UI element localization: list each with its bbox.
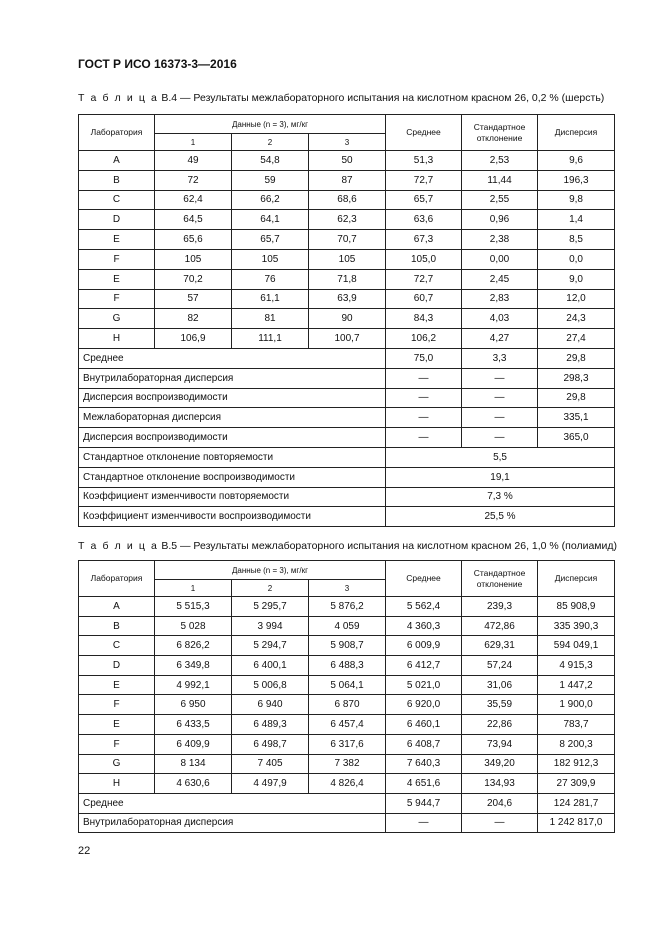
data-3-cell: 5 064,1 [309,675,386,695]
header-data-1: 1 [155,134,232,151]
data-1-cell: 57 [155,289,232,309]
summary-label: Среднее [79,348,386,368]
data-3-cell: 90 [309,309,386,329]
table-row [79,715,615,735]
data-3-cell: 71,8 [309,269,386,289]
std-dev-cell: 134,93 [462,774,538,794]
summary-variance-cell: 29,8 [538,388,615,408]
header-data-2: 2 [232,134,309,151]
header-mean: Среднее [386,115,462,151]
std-dev-cell: 2,83 [462,289,538,309]
std-dev-cell: 2,55 [462,190,538,210]
data-1-cell: 82 [155,309,232,329]
table-row [79,734,615,754]
std-dev-cell: 22,86 [462,715,538,735]
lab-cell: E [79,715,155,735]
mean-cell: 7 640,3 [386,754,462,774]
lab-cell: G [79,309,155,329]
data-2-cell: 4 497,9 [232,774,309,794]
variance-cell: 85 908,9 [538,597,615,617]
data-3-cell: 105 [309,249,386,269]
total-row [79,507,615,527]
data-1-cell: 64,5 [155,210,232,230]
table-row [79,774,615,794]
caption-text: В.5 — Результаты межлабораторного испытания на кислотном красном 26, 1,0 % (полиамид) [158,540,618,552]
data-2-cell: 6 489,3 [232,715,309,735]
table-row [79,695,615,715]
summary-std-dev-cell: — [462,368,538,388]
data-3-cell: 50 [309,151,386,171]
data-3-cell: 100,7 [309,329,386,349]
std-dev-cell: 35,59 [462,695,538,715]
summary-mean-cell: 75,0 [386,348,462,368]
data-3-cell: 7 382 [309,754,386,774]
total-row [79,467,615,487]
data-1-cell: 4 630,6 [155,774,232,794]
mean-cell: 4 360,3 [386,616,462,636]
summary-variance-cell: 124 281,7 [538,793,615,813]
data-1-cell: 49 [155,151,232,171]
table-row [79,675,615,695]
table-row [79,190,615,210]
data-2-cell: 76 [232,269,309,289]
header-data: Данные (n = 3), мг/кг [155,115,386,134]
header-std-dev: Стандартное отклонение [462,115,538,151]
std-dev-cell: 4,27 [462,329,538,349]
table-b4 [78,114,615,527]
data-3-cell: 70,7 [309,230,386,250]
summary-std-dev-cell: 3,3 [462,348,538,368]
data-2-cell: 5 295,7 [232,597,309,617]
mean-cell: 6 009,9 [386,636,462,656]
data-2-cell: 59 [232,170,309,190]
table-row [79,230,615,250]
header-laboratory: Лаборатория [79,561,155,597]
summary-row [79,793,615,813]
table-row [79,249,615,269]
variance-cell: 9,8 [538,190,615,210]
summary-variance-cell: 335,1 [538,408,615,428]
variance-cell: 4 915,3 [538,656,615,676]
std-dev-cell: 2,45 [462,269,538,289]
lab-cell: C [79,190,155,210]
variance-cell: 12,0 [538,289,615,309]
data-2-cell: 5 006,8 [232,675,309,695]
variance-cell: 594 049,1 [538,636,615,656]
total-row [79,487,615,507]
lab-cell: D [79,656,155,676]
mean-cell: 6 412,7 [386,656,462,676]
variance-cell: 8,5 [538,230,615,250]
mean-cell: 5 562,4 [386,597,462,617]
variance-cell: 783,7 [538,715,615,735]
mean-cell: 63,6 [386,210,462,230]
mean-cell: 5 021,0 [386,675,462,695]
header-data: Данные (n = 3), мг/кг [155,561,386,580]
lab-cell: F [79,734,155,754]
data-3-cell: 5 908,7 [309,636,386,656]
total-value-cell: 25,5 % [386,507,615,527]
data-1-cell: 62,4 [155,190,232,210]
summary-variance-cell: 1 242 817,0 [538,813,615,833]
data-1-cell: 8 134 [155,754,232,774]
mean-cell: 67,3 [386,230,462,250]
table-row [79,151,615,171]
std-dev-cell: 239,3 [462,597,538,617]
lab-cell: F [79,695,155,715]
total-value-cell: 19,1 [386,467,615,487]
lab-cell: B [79,170,155,190]
table-row [79,309,615,329]
lab-cell: G [79,754,155,774]
mean-cell: 65,7 [386,190,462,210]
variance-cell: 27 309,9 [538,774,615,794]
summary-std-dev-cell: — [462,428,538,448]
summary-std-dev-cell: — [462,813,538,833]
mean-cell: 84,3 [386,309,462,329]
summary-row [79,408,615,428]
summary-variance-cell: 365,0 [538,428,615,448]
total-label: Коэффициент изменчивости воспроизводимости [79,507,386,527]
std-dev-cell: 629,31 [462,636,538,656]
header-data-3: 3 [309,580,386,597]
variance-cell: 1 447,2 [538,675,615,695]
data-1-cell: 4 992,1 [155,675,232,695]
variance-cell: 335 390,3 [538,616,615,636]
std-dev-cell: 0,96 [462,210,538,230]
header-mean: Среднее [386,561,462,597]
summary-row [79,388,615,408]
lab-cell: B [79,616,155,636]
mean-cell: 105,0 [386,249,462,269]
variance-cell: 1,4 [538,210,615,230]
header-data-3: 3 [309,134,386,151]
mean-cell: 106,2 [386,329,462,349]
mean-cell: 4 651,6 [386,774,462,794]
lab-cell: E [79,269,155,289]
variance-cell: 182 912,3 [538,754,615,774]
lab-cell: C [79,636,155,656]
summary-label: Межлабораторная дисперсия [79,408,386,428]
data-3-cell: 63,9 [309,289,386,309]
header-laboratory: Лаборатория [79,115,155,151]
data-2-cell: 7 405 [232,754,309,774]
summary-mean-cell: — [386,813,462,833]
std-dev-cell: 31,06 [462,675,538,695]
std-dev-cell: 2,53 [462,151,538,171]
lab-cell: A [79,597,155,617]
data-2-cell: 6 400,1 [232,656,309,676]
summary-row [79,428,615,448]
variance-cell: 9,6 [538,151,615,171]
mean-cell: 51,3 [386,151,462,171]
data-3-cell: 68,6 [309,190,386,210]
summary-row [79,348,615,368]
data-1-cell: 6 826,2 [155,636,232,656]
total-value-cell: 7,3 % [386,487,615,507]
data-1-cell: 106,9 [155,329,232,349]
data-2-cell: 61,1 [232,289,309,309]
header-data-2: 2 [232,580,309,597]
summary-row [79,813,615,833]
data-2-cell: 105 [232,249,309,269]
summary-std-dev-cell: — [462,388,538,408]
table-row [79,170,615,190]
summary-label: Дисперсия воспроизводимости [79,428,386,448]
std-dev-cell: 73,94 [462,734,538,754]
data-3-cell: 6 317,6 [309,734,386,754]
variance-cell: 196,3 [538,170,615,190]
header-variance: Дисперсия [538,561,615,597]
data-3-cell: 4 826,4 [309,774,386,794]
data-1-cell: 5 028 [155,616,232,636]
table-row [79,616,615,636]
summary-mean-cell: — [386,428,462,448]
table-row [79,597,615,617]
std-dev-cell: 2,38 [462,230,538,250]
caption-text: В.4 — Результаты межлабораторного испытания на кислотном красном 26, 0,2 % (шерсть) [158,92,605,104]
page-number: 22 [78,845,91,857]
data-2-cell: 81 [232,309,309,329]
header-std-dev: Стандартное отклонение [462,561,538,597]
total-label: Коэффициент изменчивости повторяемости [79,487,386,507]
lab-cell: E [79,230,155,250]
mean-cell: 72,7 [386,170,462,190]
lab-cell: F [79,249,155,269]
table-row [79,210,615,230]
data-2-cell: 6 498,7 [232,734,309,754]
data-3-cell: 6 488,3 [309,656,386,676]
summary-variance-cell: 298,3 [538,368,615,388]
data-2-cell: 3 994 [232,616,309,636]
total-label: Стандартное отклонение воспроизводимости [79,467,386,487]
data-2-cell: 65,7 [232,230,309,250]
header-data-1: 1 [155,580,232,597]
summary-std-dev-cell: — [462,408,538,428]
total-value-cell: 5,5 [386,447,615,467]
table-row [79,329,615,349]
table-row [79,754,615,774]
data-2-cell: 5 294,7 [232,636,309,656]
table-row [79,636,615,656]
summary-label: Дисперсия воспроизводимости [79,388,386,408]
summary-std-dev-cell: 204,6 [462,793,538,813]
summary-label: Внутрилабораторная дисперсия [79,368,386,388]
data-1-cell: 6 409,9 [155,734,232,754]
data-2-cell: 6 940 [232,695,309,715]
variance-cell: 1 900,0 [538,695,615,715]
summary-label: Среднее [79,793,386,813]
std-dev-cell: 11,44 [462,170,538,190]
lab-cell: E [79,675,155,695]
caption-label: Т а б л и ц а [78,92,159,104]
data-1-cell: 105 [155,249,232,269]
variance-cell: 9,0 [538,269,615,289]
mean-cell: 6 460,1 [386,715,462,735]
data-3-cell: 4 059 [309,616,386,636]
table-b4-caption [78,92,604,104]
header-variance: Дисперсия [538,115,615,151]
data-1-cell: 72 [155,170,232,190]
std-dev-cell: 349,20 [462,754,538,774]
caption-label: Т а б л и ц а [78,540,159,552]
document-title: ГОСТ Р ИСО 16373-3—2016 [78,57,237,71]
mean-cell: 6 920,0 [386,695,462,715]
table-b5 [78,560,615,833]
summary-row [79,368,615,388]
std-dev-cell: 4,03 [462,309,538,329]
table-row [79,656,615,676]
summary-label: Внутрилабораторная дисперсия [79,813,386,833]
lab-cell: F [79,289,155,309]
variance-cell: 8 200,3 [538,734,615,754]
data-3-cell: 6 870 [309,695,386,715]
data-2-cell: 111,1 [232,329,309,349]
table-row [79,289,615,309]
mean-cell: 60,7 [386,289,462,309]
std-dev-cell: 0,00 [462,249,538,269]
data-1-cell: 6 950 [155,695,232,715]
variance-cell: 24,3 [538,309,615,329]
summary-variance-cell: 29,8 [538,348,615,368]
data-3-cell: 5 876,2 [309,597,386,617]
table-row [79,269,615,289]
data-1-cell: 6 433,5 [155,715,232,735]
lab-cell: D [79,210,155,230]
data-1-cell: 5 515,3 [155,597,232,617]
total-label: Стандартное отклонение повторяемости [79,447,386,467]
data-3-cell: 62,3 [309,210,386,230]
data-2-cell: 66,2 [232,190,309,210]
summary-mean-cell: — [386,368,462,388]
data-1-cell: 6 349,8 [155,656,232,676]
table-b5-caption [78,540,617,552]
data-3-cell: 87 [309,170,386,190]
lab-cell: H [79,774,155,794]
summary-mean-cell: — [386,388,462,408]
data-2-cell: 54,8 [232,151,309,171]
data-1-cell: 70,2 [155,269,232,289]
mean-cell: 6 408,7 [386,734,462,754]
data-2-cell: 64,1 [232,210,309,230]
variance-cell: 0,0 [538,249,615,269]
data-3-cell: 6 457,4 [309,715,386,735]
variance-cell: 27,4 [538,329,615,349]
lab-cell: H [79,329,155,349]
std-dev-cell: 472,86 [462,616,538,636]
mean-cell: 72,7 [386,269,462,289]
std-dev-cell: 57,24 [462,656,538,676]
lab-cell: A [79,151,155,171]
summary-mean-cell: 5 944,7 [386,793,462,813]
summary-mean-cell: — [386,408,462,428]
total-row [79,447,615,467]
data-1-cell: 65,6 [155,230,232,250]
